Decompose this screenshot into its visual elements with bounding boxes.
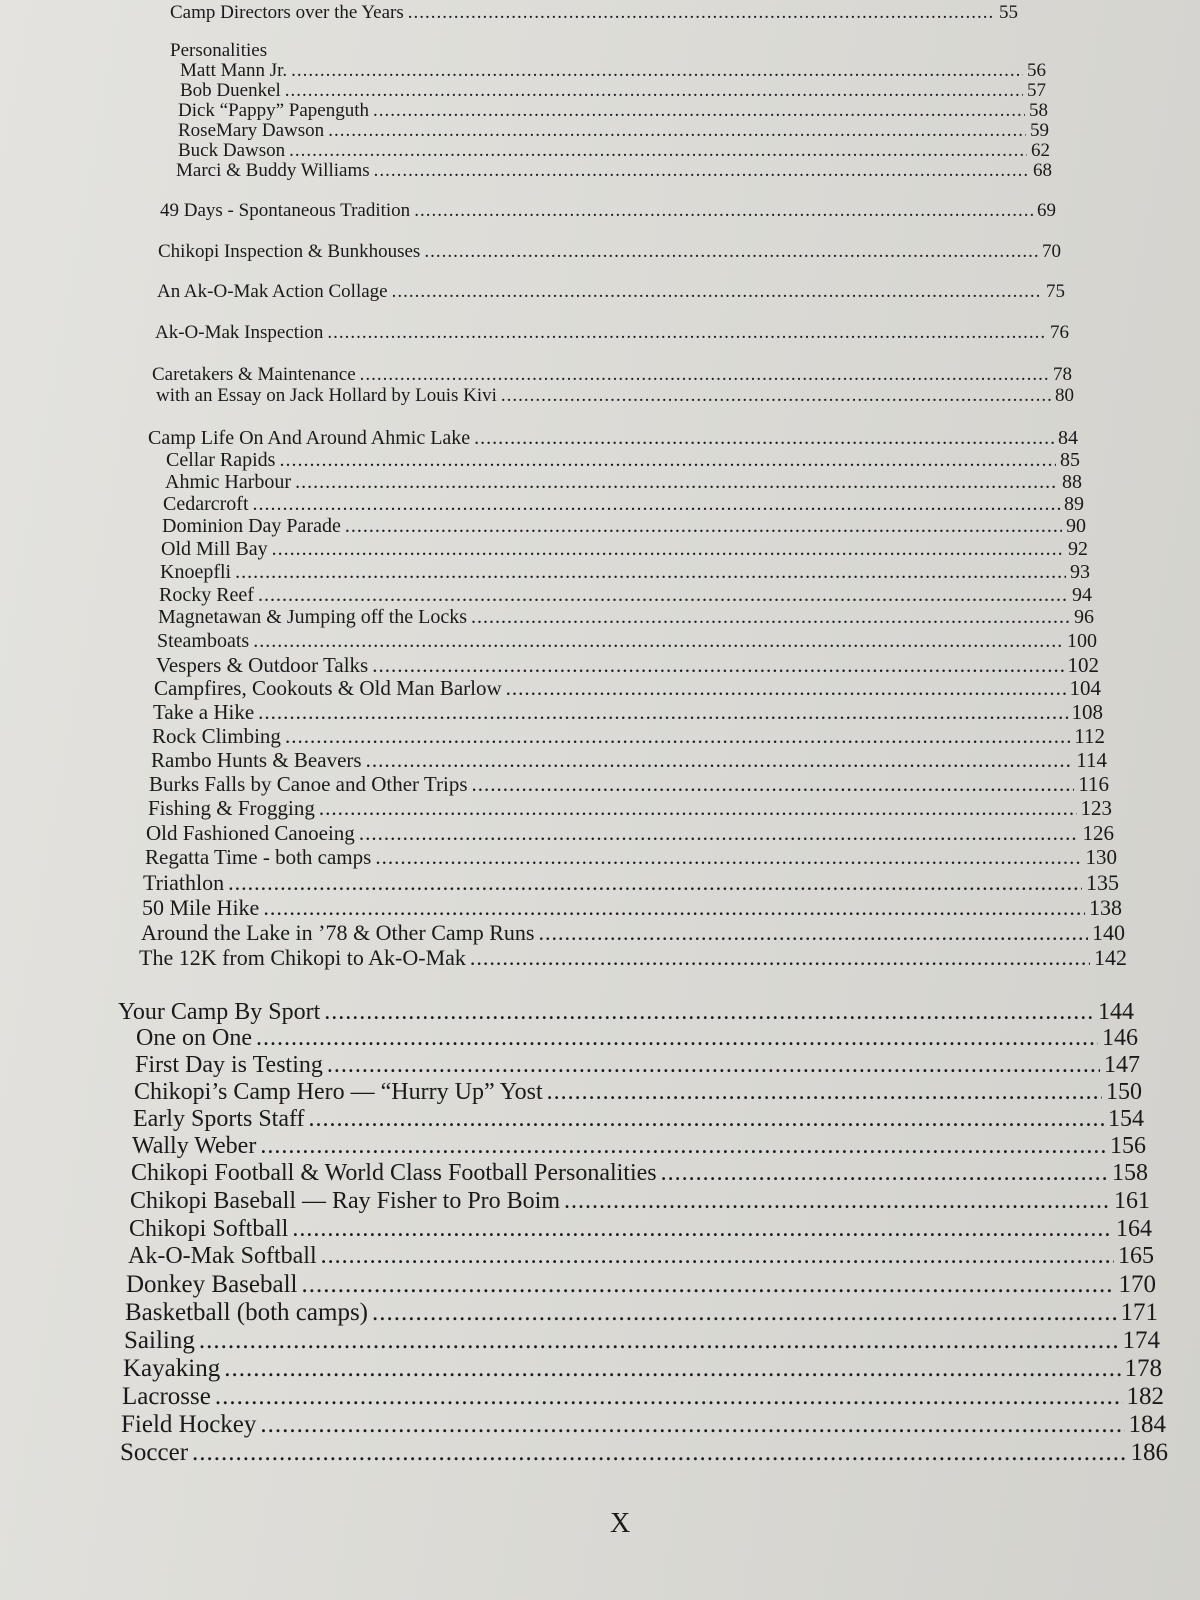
entry-title: An Ak-O-Mak Action Collage (157, 281, 388, 302)
toc-entry (120, 1440, 1168, 1465)
entry-title: Vespers & Outdoor Talks (156, 653, 369, 677)
entry-page-number: 135 (1086, 870, 1119, 895)
entry-page-number: 56 (1027, 60, 1046, 81)
toc-entry (180, 61, 1046, 80)
entry-page-number: 104 (1069, 676, 1101, 700)
entry-title: One on One (136, 1025, 252, 1051)
dot-leader (327, 1053, 1100, 1077)
toc-entry (178, 121, 1049, 140)
toc-entry (152, 365, 1072, 384)
entry-page-number: 171 (1120, 1299, 1158, 1326)
dot-leader (414, 201, 1033, 220)
dot-leader (474, 428, 1054, 448)
toc-entry (139, 947, 1127, 969)
toc-entry (126, 1272, 1156, 1297)
entry-page-number: 108 (1071, 700, 1103, 724)
toc-entry (125, 1300, 1158, 1325)
entry-title: Soccer (120, 1439, 189, 1466)
entry-page-number: 62 (1031, 140, 1050, 161)
entry-title: Chikopi Inspection & Bunkhouses (158, 241, 421, 262)
toc-entry (170, 3, 1018, 22)
entry-page-number: 130 (1085, 845, 1117, 869)
dot-leader (192, 1440, 1126, 1465)
entry-title: Rocky Reef (159, 584, 254, 606)
toc-entry (118, 1000, 1134, 1024)
toc-entry (152, 726, 1105, 747)
entry-title: Chikopi Softball (129, 1216, 289, 1242)
entry-page-number: 165 (1118, 1243, 1154, 1269)
dot-leader (324, 1000, 1094, 1024)
dot-leader (295, 472, 1058, 492)
dot-leader (301, 1272, 1114, 1297)
toc-entry (178, 141, 1050, 160)
toc-entry (160, 201, 1056, 220)
dot-leader (501, 386, 1051, 405)
dot-leader (258, 702, 1067, 723)
entry-title: Buck Dawson (178, 140, 286, 161)
dot-leader (372, 1300, 1117, 1325)
toc-entry (157, 282, 1065, 301)
dot-leader (260, 1412, 1124, 1437)
entry-page-number: 174 (1122, 1327, 1160, 1354)
dot-leader (564, 1189, 1110, 1213)
entry-title: with an Essay on Jack Hollard by Louis Kivi (156, 385, 497, 406)
entry-title: Bob Duenkel (180, 80, 281, 101)
entry-page-number: 154 (1108, 1106, 1144, 1132)
dot-leader (285, 726, 1070, 747)
entry-title: Marci & Buddy Williams (176, 160, 370, 181)
toc-entry (128, 1244, 1154, 1268)
dot-leader (235, 562, 1066, 582)
entry-page-number: 55 (999, 2, 1018, 23)
dot-leader (373, 101, 1025, 120)
toc-entry (149, 774, 1109, 795)
entry-title: Kayaking (123, 1355, 221, 1382)
entry-title: Your Camp By Sport (118, 999, 321, 1025)
entry-page-number: 123 (1080, 796, 1112, 820)
dot-leader (291, 61, 1023, 80)
toc-entry (156, 386, 1074, 405)
entry-page-number: 96 (1074, 606, 1094, 628)
toc-entry (161, 539, 1088, 559)
toc-entry (148, 798, 1112, 819)
toc-entry (158, 607, 1094, 627)
entry-title: RoseMary Dawson (178, 120, 325, 141)
dot-leader (408, 3, 995, 22)
entry-title: Lacrosse (122, 1383, 211, 1410)
toc-entry (129, 1217, 1152, 1241)
toc-entry (154, 678, 1101, 699)
dot-leader (424, 242, 1038, 261)
entry-title: Take a Hike (153, 700, 255, 724)
dot-leader (253, 494, 1060, 514)
toc-entry (123, 1356, 1162, 1381)
entry-page-number: 161 (1114, 1188, 1150, 1214)
toc-entry (148, 428, 1078, 448)
toc-entry (151, 750, 1107, 771)
dot-leader (258, 585, 1068, 605)
entry-title: Knoepfli (160, 561, 232, 583)
dot-leader (375, 847, 1081, 868)
entry-page-number: 170 (1118, 1271, 1156, 1298)
dot-leader (359, 823, 1079, 844)
dot-leader (539, 922, 1089, 944)
entry-title: Cedarcroft (163, 493, 249, 515)
entry-title: Basketball (both camps) (125, 1299, 368, 1326)
dot-leader (260, 1134, 1106, 1158)
toc-entry (166, 450, 1080, 470)
dot-leader (661, 1161, 1108, 1185)
entry-title: Steamboats (157, 630, 250, 652)
entry-page-number: 156 (1110, 1133, 1146, 1159)
entry-page-number: 138 (1089, 895, 1122, 920)
entry-title: Ak-O-Mak Softball (128, 1243, 317, 1269)
entry-page-number: 116 (1078, 772, 1109, 796)
toc-entry (141, 922, 1125, 944)
personalities-heading: Personalities (170, 40, 268, 61)
entry-page-number: 89 (1064, 493, 1084, 515)
entry-page-number: 158 (1112, 1160, 1148, 1186)
entry-title: Camp Life On And Around Ahmic Lake (148, 427, 471, 449)
entry-page-number: 58 (1029, 100, 1048, 121)
entry-title: Old Fashioned Canoeing (146, 821, 355, 845)
dot-leader (360, 365, 1049, 384)
entry-title: Matt Mann Jr. (180, 60, 288, 81)
entry-title: Regatta Time - both camps (145, 845, 372, 869)
entry-title: Sailing (124, 1327, 195, 1354)
toc-entry (156, 655, 1099, 676)
dot-leader (224, 1356, 1120, 1381)
dot-leader (272, 539, 1064, 559)
entry-page-number: 140 (1092, 920, 1125, 945)
entry-page-number: 84 (1058, 427, 1078, 449)
entry-title: Early Sports Staff (133, 1106, 305, 1132)
toc-entry (121, 1412, 1166, 1437)
entry-title: Chikopi’s Camp Hero — “Hurry Up” Yost (134, 1079, 543, 1105)
entry-page-number: 69 (1037, 200, 1056, 221)
entry-title: Ahmic Harbour (165, 471, 292, 493)
dot-leader (279, 450, 1056, 470)
entry-title: Ak-O-Mak Inspection (155, 322, 324, 343)
page-folio: X (610, 1508, 631, 1539)
entry-title: 50 Mile Hike (142, 895, 260, 920)
entry-title: Camp Directors over the Years (170, 2, 404, 23)
entry-page-number: 90 (1066, 515, 1086, 537)
toc-entry (158, 242, 1061, 261)
entry-page-number: 150 (1106, 1079, 1142, 1105)
dot-leader (321, 1244, 1114, 1268)
toc-entry (159, 585, 1092, 605)
entry-page-number: 85 (1060, 449, 1080, 471)
entry-page-number: 75 (1046, 281, 1065, 302)
entry-page-number: 164 (1116, 1216, 1152, 1242)
dot-leader (327, 323, 1046, 342)
toc-entry (180, 81, 1046, 100)
entry-title: Caretakers & Maintenance (152, 364, 356, 385)
toc-entry (143, 872, 1119, 894)
entry-page-number: 147 (1104, 1052, 1140, 1078)
dot-leader (309, 1107, 1104, 1131)
dot-leader (345, 516, 1062, 536)
toc-entry (131, 1161, 1148, 1185)
entry-page-number: 68 (1033, 160, 1052, 181)
toc-entry (160, 562, 1090, 582)
entry-title: Burks Falls by Canoe and Other Trips (149, 772, 468, 796)
entry-title: Chikopi Football & World Class Football Personalities (131, 1160, 657, 1186)
entry-title: Dominion Day Parade (162, 515, 341, 537)
dot-leader (289, 141, 1027, 160)
toc-entry (134, 1080, 1142, 1104)
entry-page-number: 146 (1102, 1025, 1138, 1051)
entry-page-number: 182 (1126, 1383, 1164, 1410)
toc-entry (133, 1107, 1144, 1131)
dot-leader (366, 750, 1073, 771)
toc-entry (130, 1189, 1150, 1213)
dot-leader (470, 947, 1090, 969)
entry-page-number: 178 (1124, 1355, 1162, 1382)
dot-leader (319, 798, 1077, 819)
entry-title: 49 Days - Spontaneous Tradition (160, 200, 411, 221)
dot-leader (199, 1328, 1119, 1353)
toc-entry (146, 823, 1114, 844)
toc-entry (153, 702, 1103, 723)
dot-leader (471, 607, 1070, 627)
entry-page-number: 144 (1098, 999, 1134, 1025)
toc-entry (176, 161, 1052, 180)
entry-title: First Day is Testing (135, 1052, 323, 1078)
entry-title: Rambo Hunts & Beavers (151, 748, 362, 772)
entry-page-number: 142 (1094, 945, 1127, 970)
entry-title: Triathlon (143, 870, 225, 895)
entry-page-number: 126 (1082, 821, 1114, 845)
entry-page-number: 100 (1067, 630, 1097, 652)
entry-page-number: 88 (1062, 471, 1082, 493)
dot-leader (253, 631, 1063, 651)
toc-entry (135, 1053, 1140, 1077)
dot-leader (392, 282, 1042, 301)
entry-title: Wally Weber (132, 1133, 257, 1159)
dot-leader (292, 1217, 1112, 1241)
entry-title: Fishing & Frogging (148, 796, 315, 820)
toc-entry (122, 1384, 1164, 1409)
entry-page-number: 94 (1072, 584, 1092, 606)
dot-leader (285, 81, 1023, 100)
dot-leader (263, 897, 1085, 919)
entry-page-number: 76 (1050, 322, 1069, 343)
entry-title: Campfires, Cookouts & Old Man Barlow (154, 676, 502, 700)
toc-entry (165, 472, 1082, 492)
entry-page-number: 114 (1076, 748, 1107, 772)
dot-leader (547, 1080, 1102, 1104)
entry-page-number: 78 (1053, 364, 1072, 385)
toc-entry (132, 1134, 1146, 1158)
entry-title: Around the Lake in ’78 & Other Camp Runs (141, 920, 535, 945)
toc-entry (162, 516, 1086, 536)
dot-leader (472, 774, 1075, 795)
toc-entry (178, 101, 1048, 120)
toc-entry (145, 847, 1117, 868)
toc-entry (155, 323, 1069, 342)
dot-leader (215, 1384, 1123, 1409)
entry-title: Chikopi Baseball — Ray Fisher to Pro Boim (130, 1188, 560, 1214)
entry-title: Rock Climbing (152, 724, 281, 748)
dot-leader (328, 121, 1026, 140)
entry-page-number: 92 (1068, 538, 1088, 560)
entry-title: The 12K from Chikopi to Ak-O-Mak (139, 945, 466, 970)
entry-page-number: 102 (1067, 653, 1099, 677)
toc-entry (142, 897, 1122, 919)
entry-page-number: 70 (1042, 241, 1061, 262)
entry-page-number: 80 (1055, 385, 1074, 406)
entry-title: Donkey Baseball (126, 1271, 298, 1298)
entry-page-number: 93 (1070, 561, 1090, 583)
dot-leader (374, 161, 1029, 180)
entry-page-number: 186 (1130, 1439, 1168, 1466)
dot-leader (372, 655, 1063, 676)
toc-entry (124, 1328, 1160, 1353)
entry-page-number: 59 (1030, 120, 1049, 141)
dot-leader (256, 1026, 1098, 1050)
entry-title: Cellar Rapids (166, 449, 276, 471)
entry-title: Old Mill Bay (161, 538, 268, 560)
entry-page-number: 184 (1128, 1411, 1166, 1438)
entry-title: Dick “Pappy” Papenguth (178, 100, 370, 121)
dot-leader (228, 872, 1082, 894)
dot-leader (506, 678, 1066, 699)
toc-entry (136, 1026, 1138, 1050)
toc-entry (157, 631, 1097, 651)
entry-page-number: 57 (1027, 80, 1046, 101)
entry-page-number: 112 (1074, 724, 1105, 748)
entry-title: Field Hockey (121, 1411, 257, 1438)
toc-entry (163, 494, 1084, 514)
entry-title: Magnetawan & Jumping off the Locks (158, 606, 468, 628)
